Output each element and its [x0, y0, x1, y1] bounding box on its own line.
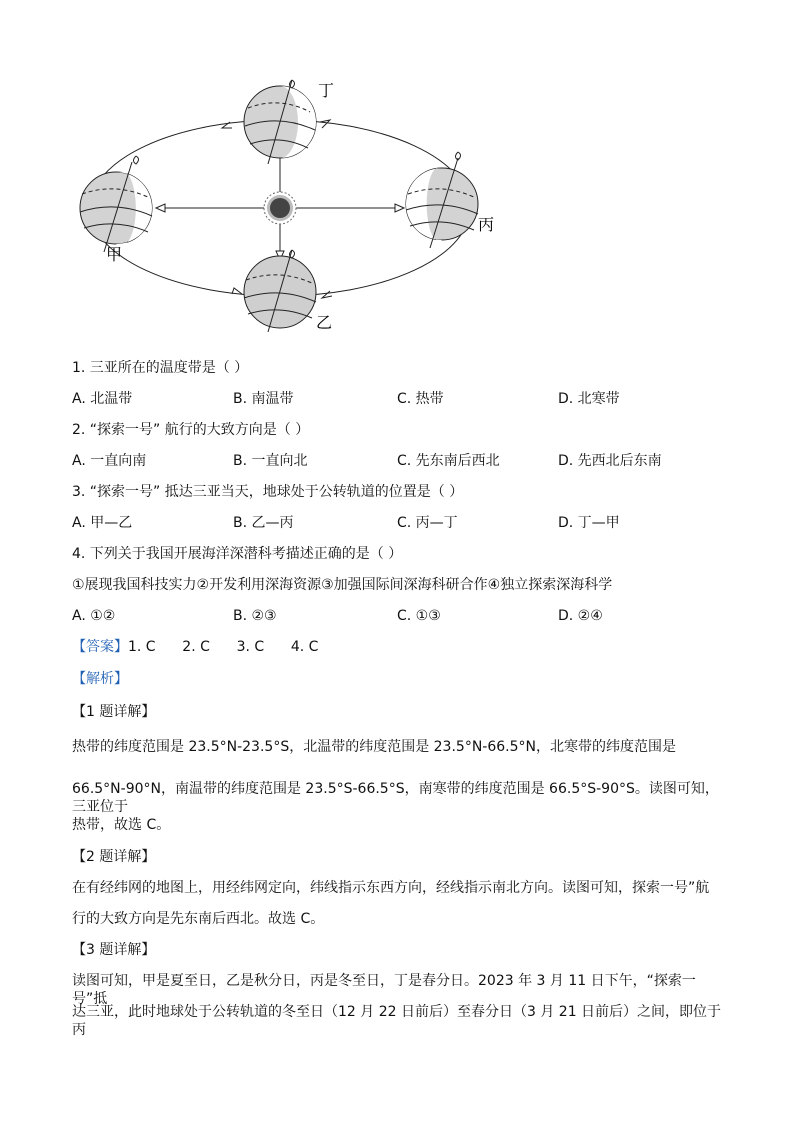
earth-orbit-diagram: [70, 70, 510, 340]
q4-option-d: D. ②④: [558, 608, 603, 624]
detail-1-line-2: 66.5°N-90°N，南温带的纬度范围是 23.5°S-66.5°S，南寒带的纬度范围是 66.5°S-90°S。读图可知，三亚位于: [72, 781, 719, 815]
earth-bing-icon: [406, 152, 478, 248]
q1-option-c: C. 热带: [397, 391, 444, 407]
detail-1-title: 【1 题详解】: [72, 704, 156, 720]
sun-ray-left-arrow: [156, 204, 165, 212]
q3-option-c: C. 丙—丁: [397, 515, 458, 531]
question-1-stem: 1. 三亚所在的温度带是（ ）: [72, 360, 249, 376]
q3-option-d: D. 丁—甲: [558, 515, 620, 531]
detail-3-title: 【3 题详解】: [72, 942, 156, 958]
label-ding: 丁: [318, 81, 335, 100]
q1-option-b: B. 南温带: [233, 391, 294, 407]
earth-jia-icon: [80, 156, 152, 252]
detail-1-line-1: 热带的纬度范围是 23.5°N-23.5°S，北温带的纬度范围是 23.5°N-66.5°N，北寒带的纬度范围是: [72, 739, 676, 755]
q2-option-b: B. 一直向北: [233, 453, 308, 469]
sun-ray-right-arrow: [395, 204, 404, 212]
q3-option-a: A. 甲—乙: [72, 515, 133, 531]
detail-1-line-3: 热带，故选 C。: [72, 817, 171, 833]
question-3-stem: 3. “探索一号” 抵达三亚当天，地球处于公转轨道的位置是（ ）: [72, 484, 464, 500]
label-bing: 丙: [478, 215, 495, 234]
detail-2-title: 【2 题详解】: [72, 849, 156, 865]
q2-option-a: A. 一直向南: [72, 453, 147, 469]
question-4-statements: ①展现我国科技实力②开发利用深海资源③加强国际间深海科研合作④独立探索深海科学: [72, 577, 613, 593]
q1-option-d: D. 北寒带: [558, 391, 620, 407]
detail-3-line-1: 读图可知，甲是夏至日，乙是秋分日，丙是冬至日，丁是春分日。2023 年 3 月 11 日下午，“探索一号”抵: [72, 973, 696, 1007]
question-4-stem: 4. 下列关于我国开展海洋深潜科考描述正确的是（ ）: [72, 546, 403, 562]
q4-option-c: C. ①③: [397, 608, 441, 624]
q3-option-b: B. 乙—丙: [233, 515, 294, 531]
answer-text: 1. C 2. C 3. C 4. C: [128, 639, 319, 655]
detail-2-line-2: 行的大致方向是先东南后西北。故选 C。: [72, 911, 325, 927]
orbit-arrow-bottom-right: [322, 291, 332, 298]
q4-option-b: B. ②③: [233, 608, 277, 624]
earth-yi-icon: [244, 250, 316, 332]
label-jia: 甲: [106, 245, 123, 264]
sun-icon: [264, 192, 296, 224]
orbit-arrow-top-right: [320, 120, 330, 128]
q4-option-a: A. ①②: [72, 608, 116, 624]
earth-ding-icon: [244, 80, 316, 164]
label-yi: 乙: [316, 313, 333, 332]
detail-3-line-2: 达三亚，此时地球处于公转轨道的冬至日（12 月 22 日前后）至春分日（3 月 21 日前后）之间，即位于丙: [72, 1004, 722, 1038]
answer-line: [72, 638, 318, 656]
answer-tag: 【答案】: [72, 639, 128, 655]
q1-option-a: A. 北温带: [72, 391, 133, 407]
detail-2-line-1: 在有经纬网的地图上，用经纬网定向，纬线指示东西方向，经线指示南北方向。读图可知，探索一号”航: [72, 880, 710, 896]
analysis-tag: 【解析】: [72, 671, 128, 687]
q2-option-d: D. 先西北后东南: [558, 453, 662, 469]
question-2-stem: 2. “探索一号” 航行的大致方向是（ ）: [72, 422, 310, 438]
q2-option-c: C. 先东南后西北: [397, 453, 500, 469]
